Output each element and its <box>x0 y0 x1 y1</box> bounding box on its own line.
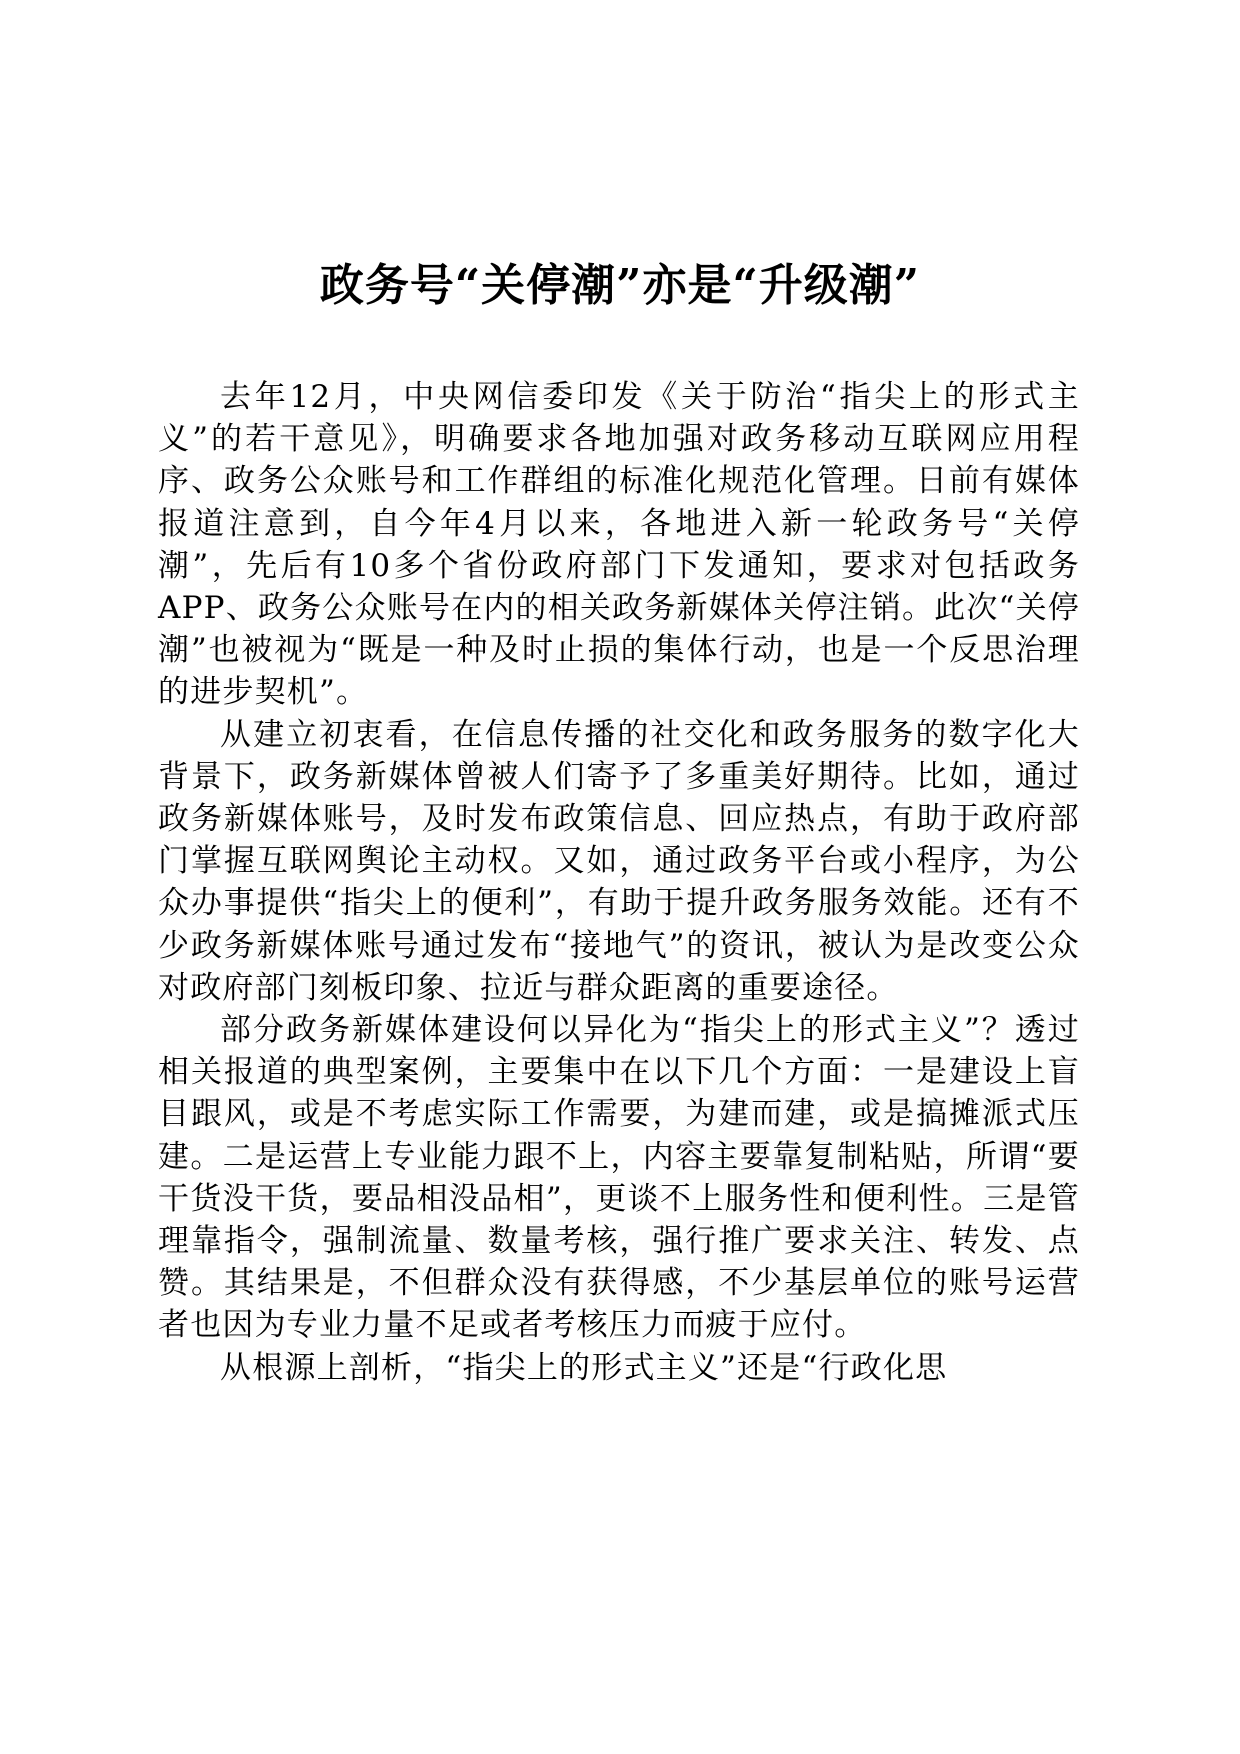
paragraph-1: 去年12月，中央网信委印发《关于防治“指尖上的形式主义”的若干意见》，明确要求各地加强对政务移动互联网应用程序、政务公众账号和工作群组的标准化规范化管理。日前有媒体报道注意到，自今年4月以来，各地进入新一轮政务号“关停潮”，先后有10多个省份政府部门下发通知，要求对包括政务APP、政务公众账号在内的相关政务新媒体关停注销。此次“关停潮”也被视为“既是一种及时止损的集体行动，也是一个反思治理的进步契机”。 <box>158 379 1080 711</box>
paragraph-4: 从根源上剖析，“指尖上的形式主义”还是“行政化思 <box>220 1349 948 1386</box>
document-title: 政务号“关停潮”亦是“升级潮” <box>319 260 921 311</box>
document-body <box>158 376 1080 1389</box>
paragraph-3: 部分政务新媒体建设何以异化为“指尖上的形式主义”？透过相关报道的典型案例，主要集中在以下几个方面：一是建设上盲目跟风，或是不考虑实际工作需要，为建而建，或是搞摊派式压建。二是运营上专业能力跟不上，内容主要靠复制粘贴，所谓“要干货没干货，要品相没品相”，更谈不上服务性和便利性。三是管理靠指令，强制流量、数量考核，强行推广要求关注、转发、点赞。其结果是，不但群众没有获得感，不少基层单位的账号运营者也因为专业力量不足或者考核压力而疲于应付。 <box>158 1012 1080 1344</box>
paragraph-2: 从建立初衷看，在信息传播的社交化和政务服务的数字化大背景下，政务新媒体曾被人们寄予了多重美好期待。比如，通过政务新媒体账号，及时发布政策信息、回应热点，有助于政府部门掌握互联网舆论主动权。又如，通过政务平台或小程序，为公众办事提供“指尖上的便利”，有助于提升政务服务效能。还有不少政务新媒体账号通过发布“接地气”的资讯，被认为是改变公众对政府部门刻板印象、拉近与群众距离的重要途径。 <box>158 716 1080 1006</box>
